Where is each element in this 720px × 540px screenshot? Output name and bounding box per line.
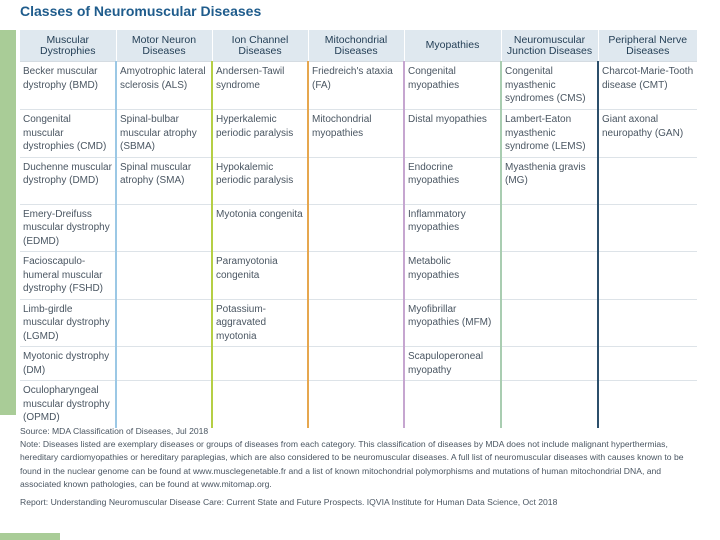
table-row: [20, 110, 697, 158]
table-cell: [116, 381, 212, 428]
table-cell: Potassium-aggravated myotonia: [212, 299, 308, 347]
report-citation: Report: Understanding Neuromuscular Disease Care: Current State and Future Prospects. IQVIA Institute for Human Data Science, Oct 2018: [20, 497, 558, 508]
footnotes: [20, 425, 690, 509]
table-cell: [598, 204, 697, 252]
table-cell: Amyotrophic lateral sclerosis (ALS): [116, 62, 212, 110]
table-cell: Emery-Dreifuss muscular dystrophy (EDMD): [20, 204, 116, 252]
table-cell: [501, 252, 598, 300]
disclaimer-note: Note: Diseases listed are exemplary diseases or groups of diseases from each category. This classification of diseases by MDA does not include malignant hyperthermias, hereditary cardiomyopathies or hereditary paraplegias, which are also considered to be neuromuscular diseases. A full list of neuromuscular diseases with causes known to be found in the nuclear genome can be found at www.musclegenetable.fr and a list of known mitochondrial polymorphisms and mutations of human mitochondrial DNA, and associated known pathologies, can be found at www.mitomap.org.: [20, 439, 684, 489]
table-cell: [308, 381, 404, 428]
table-cell: Facioscapulo-humeral muscular dystrophy (FSHD): [20, 252, 116, 300]
table-cell: Myofibrillar myopathies (MFM): [404, 299, 501, 347]
table-cell: Congenital muscular dystrophies (CMD): [20, 110, 116, 158]
table-cell: Giant axonal neuropathy (GAN): [598, 110, 697, 158]
table-cell: [212, 347, 308, 381]
table-cell: Distal myopathies: [404, 110, 501, 158]
table-cell: Inflammatory myopathies: [404, 204, 501, 252]
table-cell: Oculopharyngeal muscular dystrophy (OPMD): [20, 381, 116, 428]
table-cell: Endocrine myopathies: [404, 157, 501, 204]
disease-table-container: [20, 30, 697, 428]
table-cell: Becker muscular dystrophy (BMD): [20, 62, 116, 110]
table-cell: [116, 347, 212, 381]
accent-bar-left: [0, 30, 16, 415]
source-note: Source: MDA Classification of Diseases, Jul 2018: [20, 426, 209, 436]
table-row: [20, 157, 697, 204]
table-cell: [501, 204, 598, 252]
column-header-ion-channel-diseases: Ion Channel Diseases: [212, 30, 308, 62]
table-cell: [598, 252, 697, 300]
table-cell: Congenital myopathies: [404, 62, 501, 110]
table-cell: Hypokalemic periodic paralysis: [212, 157, 308, 204]
table-cell: [212, 381, 308, 428]
table-cell: Spinal-bulbar muscular atrophy (SBMA): [116, 110, 212, 158]
table-cell: Scapuloperoneal myopathy: [404, 347, 501, 381]
disease-classes-table: [20, 30, 697, 428]
table-cell: [308, 252, 404, 300]
table-header-row: [20, 30, 697, 62]
column-header-mitochondrial-diseases: Mitochondrial Diseases: [308, 30, 404, 62]
table-cell: [598, 299, 697, 347]
table-cell: Myasthenia gravis (MG): [501, 157, 598, 204]
column-header-motor-neuron-diseases: Motor Neuron Diseases: [116, 30, 212, 62]
table-cell: Friedreich's ataxia (FA): [308, 62, 404, 110]
table-cell: [501, 347, 598, 381]
table-cell: Limb-girdle muscular dystrophy (LGMD): [20, 299, 116, 347]
table-cell: Congenital myasthenic syndromes (CMS): [501, 62, 598, 110]
table-row: [20, 299, 697, 347]
table-cell: [308, 157, 404, 204]
table-cell: Duchenne muscular dystrophy (DMD): [20, 157, 116, 204]
table-cell: Charcot-Marie-Tooth disease (CMT): [598, 62, 697, 110]
table-cell: Myotonia congenita: [212, 204, 308, 252]
table-cell: [598, 157, 697, 204]
table-row: [20, 381, 697, 428]
table-cell: Lambert-Eaton myasthenic syndrome (LEMS): [501, 110, 598, 158]
table-cell: Metabolic myopathies: [404, 252, 501, 300]
column-header-muscular-dystrophies: Muscular Dystrophies: [20, 30, 116, 62]
table-row: [20, 204, 697, 252]
column-header-peripheral-nerve-diseases: Peripheral Nerve Diseases: [598, 30, 697, 62]
table-row: [20, 62, 697, 110]
table-cell: [308, 204, 404, 252]
table-cell: [501, 381, 598, 428]
column-header-neuromuscular-junction-diseases: Neuromuscular Junction Diseases: [501, 30, 598, 62]
table-row: [20, 347, 697, 381]
page-title: Classes of Neuromuscular Diseases: [20, 3, 262, 19]
column-header-myopathies: Myopathies: [404, 30, 501, 62]
table-cell: [116, 252, 212, 300]
accent-bar-bottom: [0, 533, 60, 540]
table-cell: [501, 299, 598, 347]
table-cell: Myotonic dystrophy (DM): [20, 347, 116, 381]
table-row: [20, 252, 697, 300]
table-cell: Spinal muscular atrophy (SMA): [116, 157, 212, 204]
table-cell: [308, 347, 404, 381]
table-cell: [404, 381, 501, 428]
table-cell: [308, 299, 404, 347]
table-cell: [116, 299, 212, 347]
table-cell: Andersen-Tawil syndrome: [212, 62, 308, 110]
table-cell: Paramyotonia congenita: [212, 252, 308, 300]
table-cell: [598, 381, 697, 428]
table-cell: Mitochondrial myopathies: [308, 110, 404, 158]
table-cell: [598, 347, 697, 381]
table-cell: [116, 204, 212, 252]
table-cell: Hyperkalemic periodic paralysis: [212, 110, 308, 158]
